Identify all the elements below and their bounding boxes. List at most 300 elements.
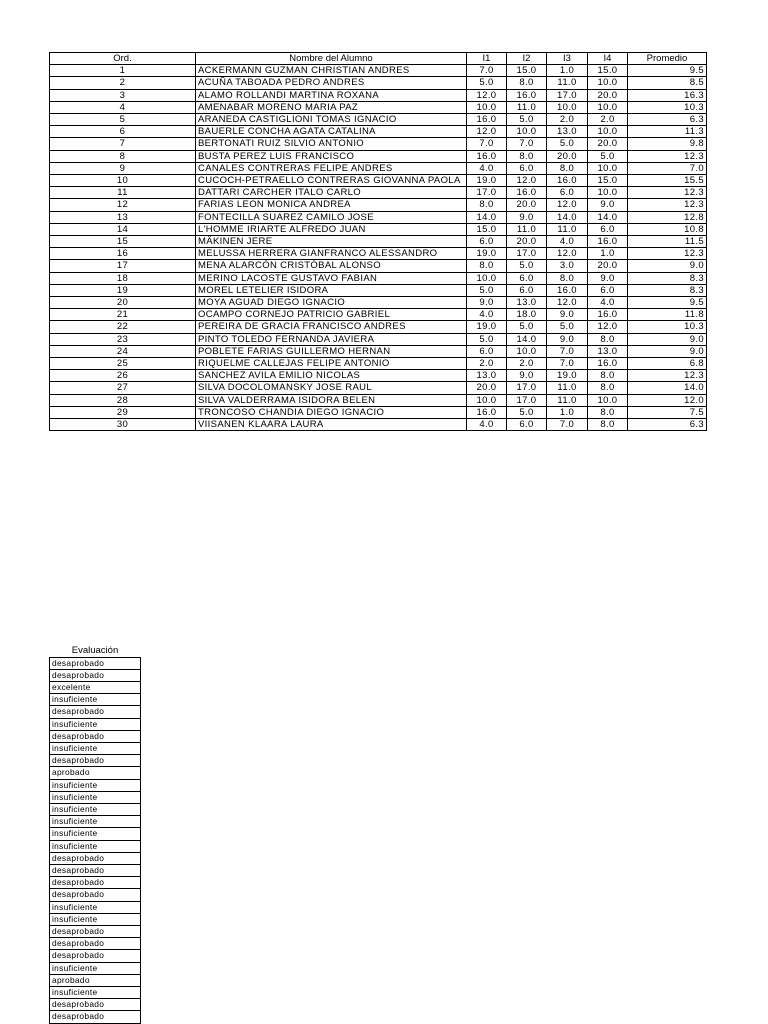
ord-cell: 21 [50, 309, 196, 321]
i1-cell: 16.0 [467, 406, 507, 418]
table-row [50, 150, 707, 162]
i4-cell: 8.0 [588, 419, 628, 431]
i3-cell: 17.0 [547, 89, 588, 101]
i1-cell: 4.0 [467, 309, 507, 321]
i2-cell: 17.0 [507, 248, 547, 260]
i4-cell: 8.0 [588, 406, 628, 418]
promedio-cell: 12.3 [628, 248, 707, 260]
table-row [50, 333, 707, 345]
promedio-cell: 16.3 [628, 89, 707, 101]
i3-cell: 1.0 [547, 65, 588, 77]
i3-cell: 11.0 [547, 77, 588, 89]
evaluation-cell: insuficiente [50, 779, 141, 791]
i4-cell: 16.0 [588, 236, 628, 248]
list-item [50, 743, 141, 755]
table-row [50, 297, 707, 309]
table-row [50, 321, 707, 333]
ord-cell: 8 [50, 150, 196, 162]
i3-cell: 19.0 [547, 370, 588, 382]
name-cell: MENA ALARCÓN CRISTÓBAL ALONSO [196, 260, 467, 272]
evaluation-body [50, 657, 141, 1023]
i4-cell: 6.0 [588, 223, 628, 235]
name-cell: BERTONATI RUIZ SILVIO ANTONIO [196, 138, 467, 150]
i3-cell: 1.0 [547, 406, 588, 418]
i4-cell: 12.0 [588, 321, 628, 333]
table-row [50, 101, 707, 113]
ord-cell: 15 [50, 236, 196, 248]
table-row [50, 199, 707, 211]
i1-cell: 4.0 [467, 419, 507, 431]
name-cell: AMENABAR MORENO MARIA PAZ [196, 101, 467, 113]
table-row [50, 358, 707, 370]
list-item [50, 767, 141, 779]
list-item [50, 938, 141, 950]
list-item [50, 865, 141, 877]
promedio-cell: 9.0 [628, 260, 707, 272]
ord-cell: 24 [50, 345, 196, 357]
i2-cell: 8.0 [507, 77, 547, 89]
table-row [50, 382, 707, 394]
i3-cell: 11.0 [547, 223, 588, 235]
i2-cell: 9.0 [507, 370, 547, 382]
i1-cell: 8.0 [467, 199, 507, 211]
i4-cell: 10.0 [588, 101, 628, 113]
ord-cell: 5 [50, 114, 196, 126]
ord-cell: 19 [50, 284, 196, 296]
i1-cell: 10.0 [467, 272, 507, 284]
name-cell: VIISANEN KLAARA LAURA [196, 419, 467, 431]
i3-cell: 8.0 [547, 162, 588, 174]
list-item [50, 901, 141, 913]
name-cell: ACUÑA TABOADA PEDRO ANDRES [196, 77, 467, 89]
evaluation-cell: insuficiente [50, 840, 141, 852]
i4-cell: 9.0 [588, 272, 628, 284]
i1-cell: 17.0 [467, 187, 507, 199]
table-row [50, 406, 707, 418]
i3-cell: 10.0 [547, 101, 588, 113]
evaluation-cell: desaprobado [50, 938, 141, 950]
list-item [50, 974, 141, 986]
ord-cell: 20 [50, 297, 196, 309]
name-cell: ACKERMANN GUZMAN CHRISTIAN ANDRES [196, 65, 467, 77]
evaluation-cell: insuficiente [50, 816, 141, 828]
ord-cell: 17 [50, 260, 196, 272]
ord-cell: 11 [50, 187, 196, 199]
table-row [50, 309, 707, 321]
i3-cell: 12.0 [547, 248, 588, 260]
evaluation-cell: desaprobado [50, 926, 141, 938]
list-item [50, 755, 141, 767]
i4-cell: 4.0 [588, 297, 628, 309]
i2-cell: 10.0 [507, 126, 547, 138]
i4-cell: 14.0 [588, 211, 628, 223]
evaluation-cell: insuficiente [50, 987, 141, 999]
list-item [50, 828, 141, 840]
header-promedio: Promedio [628, 53, 707, 65]
i3-cell: 6.0 [547, 187, 588, 199]
grades-body [50, 65, 707, 431]
name-cell: CUCOCH-PETRAELLO CONTRERAS GIOVANNA PAOLA [196, 175, 467, 187]
name-cell: DATTARI CARCHER ITALO CARLO [196, 187, 467, 199]
table-row [50, 77, 707, 89]
header-evaluacion: Evaluación [50, 645, 141, 657]
i4-cell: 8.0 [588, 333, 628, 345]
i2-cell: 8.0 [507, 150, 547, 162]
evaluation-cell: aprobado [50, 974, 141, 986]
i1-cell: 13.0 [467, 370, 507, 382]
promedio-cell: 14.0 [628, 382, 707, 394]
promedio-cell: 8.5 [628, 77, 707, 89]
i3-cell: 4.0 [547, 236, 588, 248]
promedio-cell: 12.3 [628, 370, 707, 382]
name-cell: MOYA AGUAD DIEGO IGNACIO [196, 297, 467, 309]
i4-cell: 8.0 [588, 382, 628, 394]
i3-cell: 7.0 [547, 358, 588, 370]
list-item [50, 694, 141, 706]
name-cell: TRONCOSO CHANDIA DIEGO IGNACIO [196, 406, 467, 418]
i2-cell: 17.0 [507, 394, 547, 406]
promedio-cell: 9.0 [628, 333, 707, 345]
i3-cell: 3.0 [547, 260, 588, 272]
evaluation-cell: insuficiente [50, 743, 141, 755]
ord-cell: 3 [50, 89, 196, 101]
i4-cell: 15.0 [588, 65, 628, 77]
evaluation-cell: aprobado [50, 767, 141, 779]
list-item [50, 706, 141, 718]
header-i3: I3 [547, 53, 588, 65]
name-cell: PEREIRA DE GRACIA FRANCISCO ANDRES [196, 321, 467, 333]
table-row [50, 114, 707, 126]
table-row [50, 345, 707, 357]
i4-cell: 10.0 [588, 394, 628, 406]
i1-cell: 5.0 [467, 77, 507, 89]
promedio-cell: 11.3 [628, 126, 707, 138]
promedio-cell: 8.3 [628, 272, 707, 284]
i3-cell: 7.0 [547, 345, 588, 357]
ord-cell: 4 [50, 101, 196, 113]
promedio-cell: 15.5 [628, 175, 707, 187]
i2-cell: 2.0 [507, 358, 547, 370]
ord-cell: 26 [50, 370, 196, 382]
i4-cell: 2.0 [588, 114, 628, 126]
name-cell: MÄKINEN JERE [196, 236, 467, 248]
i2-cell: 14.0 [507, 333, 547, 345]
ord-cell: 23 [50, 333, 196, 345]
evaluation-cell: insuficiente [50, 694, 141, 706]
i1-cell: 12.0 [467, 126, 507, 138]
i3-cell: 16.0 [547, 284, 588, 296]
ord-cell: 25 [50, 358, 196, 370]
name-cell: POBLETE FARIAS GUILLERMO HERNAN [196, 345, 467, 357]
i2-cell: 7.0 [507, 138, 547, 150]
table-row [50, 236, 707, 248]
name-cell: SILVA DOCOLOMANSKY JOSE RAUL [196, 382, 467, 394]
i3-cell: 9.0 [547, 333, 588, 345]
i3-cell: 11.0 [547, 382, 588, 394]
promedio-cell: 10.3 [628, 321, 707, 333]
header-i2: I2 [507, 53, 547, 65]
i2-cell: 13.0 [507, 297, 547, 309]
evaluation-cell: desaprobado [50, 865, 141, 877]
ord-cell: 29 [50, 406, 196, 418]
list-item [50, 1011, 141, 1023]
promedio-cell: 10.3 [628, 101, 707, 113]
evaluation-cell: desaprobado [50, 706, 141, 718]
promedio-cell: 9.8 [628, 138, 707, 150]
promedio-cell: 8.3 [628, 284, 707, 296]
evaluation-cell: excelente [50, 682, 141, 694]
ord-cell: 9 [50, 162, 196, 174]
promedio-cell: 7.5 [628, 406, 707, 418]
i2-cell: 5.0 [507, 114, 547, 126]
promedio-cell: 11.5 [628, 236, 707, 248]
list-item [50, 913, 141, 925]
i4-cell: 1.0 [588, 248, 628, 260]
list-item [50, 962, 141, 974]
evaluation-cell: insuficiente [50, 828, 141, 840]
ord-cell: 12 [50, 199, 196, 211]
i2-cell: 16.0 [507, 187, 547, 199]
evaluation-cell: desaprobado [50, 999, 141, 1011]
i1-cell: 7.0 [467, 65, 507, 77]
i1-cell: 15.0 [467, 223, 507, 235]
i2-cell: 16.0 [507, 89, 547, 101]
i3-cell: 2.0 [547, 114, 588, 126]
ord-cell: 16 [50, 248, 196, 260]
promedio-cell: 9.5 [628, 65, 707, 77]
evaluation-cell: desaprobado [50, 657, 141, 669]
i1-cell: 5.0 [467, 333, 507, 345]
i3-cell: 5.0 [547, 321, 588, 333]
i2-cell: 11.0 [507, 101, 547, 113]
i1-cell: 2.0 [467, 358, 507, 370]
name-cell: OCAMPO CORNEJO PATRICIO GABRIEL [196, 309, 467, 321]
ord-cell: 1 [50, 65, 196, 77]
promedio-cell: 12.3 [628, 199, 707, 211]
i3-cell: 5.0 [547, 138, 588, 150]
list-item [50, 999, 141, 1011]
ord-cell: 2 [50, 77, 196, 89]
i2-cell: 5.0 [507, 260, 547, 272]
i1-cell: 10.0 [467, 101, 507, 113]
name-cell: MERINO LACOSTE GUSTAVO FABIAN [196, 272, 467, 284]
i2-cell: 5.0 [507, 321, 547, 333]
promedio-cell: 6.3 [628, 114, 707, 126]
promedio-cell: 6.3 [628, 419, 707, 431]
i2-cell: 6.0 [507, 272, 547, 284]
i4-cell: 10.0 [588, 126, 628, 138]
evaluation-cell: insuficiente [50, 962, 141, 974]
ord-cell: 22 [50, 321, 196, 333]
grades-header-row [50, 53, 707, 65]
list-item [50, 840, 141, 852]
evaluation-cell: desaprobado [50, 1011, 141, 1023]
table-row [50, 187, 707, 199]
promedio-cell: 11.8 [628, 309, 707, 321]
name-cell: ARANEDA CASTIGLIONI TOMAS IGNACIO [196, 114, 467, 126]
evaluation-cell: desaprobado [50, 669, 141, 681]
i1-cell: 6.0 [467, 345, 507, 357]
i4-cell: 8.0 [588, 370, 628, 382]
table-row [50, 248, 707, 260]
i2-cell: 9.0 [507, 211, 547, 223]
i1-cell: 19.0 [467, 248, 507, 260]
evaluation-table [49, 645, 141, 1024]
i1-cell: 16.0 [467, 150, 507, 162]
header-ord: Ord. [50, 53, 196, 65]
header-i1: I1 [467, 53, 507, 65]
i1-cell: 20.0 [467, 382, 507, 394]
list-item [50, 730, 141, 742]
promedio-cell: 10.8 [628, 223, 707, 235]
i4-cell: 16.0 [588, 309, 628, 321]
i1-cell: 14.0 [467, 211, 507, 223]
list-item [50, 682, 141, 694]
name-cell: MOREL LETELIER ISIDORA [196, 284, 467, 296]
i1-cell: 19.0 [467, 321, 507, 333]
i3-cell: 9.0 [547, 309, 588, 321]
i2-cell: 17.0 [507, 382, 547, 394]
table-row [50, 175, 707, 187]
i1-cell: 12.0 [467, 89, 507, 101]
i1-cell: 5.0 [467, 284, 507, 296]
list-item [50, 889, 141, 901]
table-row [50, 370, 707, 382]
i4-cell: 9.0 [588, 199, 628, 211]
promedio-cell: 12.3 [628, 187, 707, 199]
ord-cell: 28 [50, 394, 196, 406]
i2-cell: 6.0 [507, 419, 547, 431]
list-item [50, 804, 141, 816]
i2-cell: 20.0 [507, 236, 547, 248]
i2-cell: 10.0 [507, 345, 547, 357]
i1-cell: 16.0 [467, 114, 507, 126]
promedio-cell: 12.3 [628, 150, 707, 162]
list-item [50, 791, 141, 803]
table-row [50, 65, 707, 77]
ord-cell: 7 [50, 138, 196, 150]
promedio-cell: 9.0 [628, 345, 707, 357]
i3-cell: 11.0 [547, 394, 588, 406]
i2-cell: 11.0 [507, 223, 547, 235]
name-cell: BUSTA PEREZ LUIS FRANCISCO [196, 150, 467, 162]
i4-cell: 6.0 [588, 284, 628, 296]
list-item [50, 852, 141, 864]
list-item [50, 877, 141, 889]
i4-cell: 16.0 [588, 358, 628, 370]
name-cell: L'HOMME IRIARTE ALFREDO JUAN [196, 223, 467, 235]
ord-cell: 30 [50, 419, 196, 431]
evaluation-cell: desaprobado [50, 730, 141, 742]
name-cell: SILVA VALDERRAMA ISIDORA BELEN [196, 394, 467, 406]
i4-cell: 5.0 [588, 150, 628, 162]
promedio-cell: 12.8 [628, 211, 707, 223]
evaluation-cell: insuficiente [50, 791, 141, 803]
i4-cell: 20.0 [588, 138, 628, 150]
i1-cell: 4.0 [467, 162, 507, 174]
name-cell: FONTECILLA SUAREZ CAMILO JOSE [196, 211, 467, 223]
table-row [50, 89, 707, 101]
ord-cell: 10 [50, 175, 196, 187]
list-item [50, 718, 141, 730]
list-item [50, 950, 141, 962]
i4-cell: 10.0 [588, 77, 628, 89]
evaluation-cell: insuficiente [50, 718, 141, 730]
list-item [50, 926, 141, 938]
i1-cell: 10.0 [467, 394, 507, 406]
evaluation-cell: insuficiente [50, 913, 141, 925]
i4-cell: 13.0 [588, 345, 628, 357]
i4-cell: 10.0 [588, 187, 628, 199]
promedio-cell: 9.5 [628, 297, 707, 309]
table-row [50, 223, 707, 235]
i3-cell: 12.0 [547, 199, 588, 211]
i2-cell: 5.0 [507, 406, 547, 418]
name-cell: PINTO TOLEDO FERNANDA JAVIERA [196, 333, 467, 345]
ord-cell: 6 [50, 126, 196, 138]
table-row [50, 211, 707, 223]
evaluation-cell: insuficiente [50, 901, 141, 913]
header-name: Nombre del Alumno [196, 53, 467, 65]
i2-cell: 20.0 [507, 199, 547, 211]
name-cell: MELUSSA HERRERA GIANFRANCO ALESSANDRO [196, 248, 467, 260]
table-row [50, 394, 707, 406]
name-cell: FARIAS LEON MONICA ANDREA [196, 199, 467, 211]
ord-cell: 18 [50, 272, 196, 284]
evaluation-cell: desaprobado [50, 755, 141, 767]
evaluation-cell: desaprobado [50, 950, 141, 962]
ord-cell: 14 [50, 223, 196, 235]
list-item [50, 779, 141, 791]
i4-cell: 10.0 [588, 162, 628, 174]
name-cell: RIQUELME CALLEJAS FELIPE ANTONIO [196, 358, 467, 370]
evaluation-cell: desaprobado [50, 852, 141, 864]
i1-cell: 9.0 [467, 297, 507, 309]
name-cell: ALAMO ROLLANDI MARTINA ROXANA [196, 89, 467, 101]
table-row [50, 138, 707, 150]
name-cell: BAUERLE CONCHA AGATA CATALINA [196, 126, 467, 138]
list-item [50, 657, 141, 669]
evaluation-header-row [50, 645, 141, 657]
i1-cell: 6.0 [467, 236, 507, 248]
i3-cell: 16.0 [547, 175, 588, 187]
i2-cell: 6.0 [507, 162, 547, 174]
table-row [50, 284, 707, 296]
promedio-cell: 12.0 [628, 394, 707, 406]
i2-cell: 12.0 [507, 175, 547, 187]
table-row [50, 260, 707, 272]
i3-cell: 8.0 [547, 272, 588, 284]
table-row [50, 126, 707, 138]
table-row [50, 419, 707, 431]
i3-cell: 12.0 [547, 297, 588, 309]
promedio-cell: 6.8 [628, 358, 707, 370]
ord-cell: 27 [50, 382, 196, 394]
i3-cell: 13.0 [547, 126, 588, 138]
i4-cell: 15.0 [588, 175, 628, 187]
list-item [50, 816, 141, 828]
header-i4: I4 [588, 53, 628, 65]
i2-cell: 15.0 [507, 65, 547, 77]
i2-cell: 18.0 [507, 309, 547, 321]
list-item [50, 669, 141, 681]
evaluation-cell: desaprobado [50, 877, 141, 889]
promedio-cell: 7.0 [628, 162, 707, 174]
i1-cell: 7.0 [467, 138, 507, 150]
i4-cell: 20.0 [588, 260, 628, 272]
i1-cell: 8.0 [467, 260, 507, 272]
table-row [50, 162, 707, 174]
